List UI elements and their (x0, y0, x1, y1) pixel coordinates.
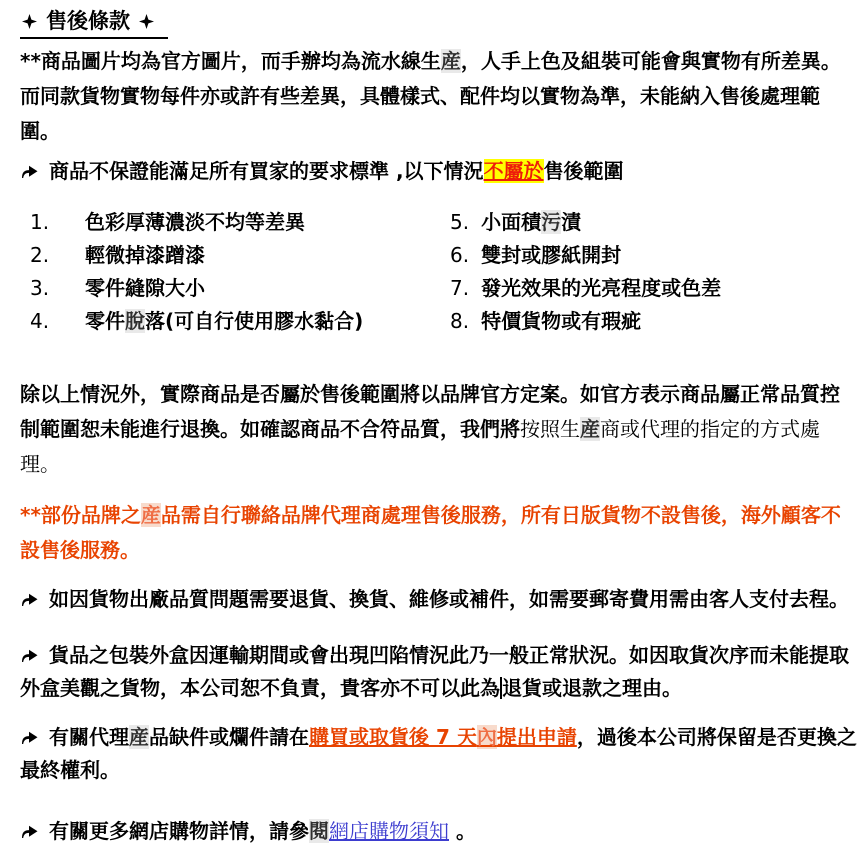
policy-text-alt-font: 按照生 (520, 417, 580, 441)
intro-text: 而同款貨物實物每件亦或許有些差異，具體樣式、配件均以實物為準，未能納入售後處理範圍。 (20, 84, 820, 143)
more-info-text: 。 (449, 819, 476, 843)
packaging-text: 外盒美觀之貨物，本公司恕不負責，貴客亦不可以此為 (20, 676, 500, 700)
list-item (450, 206, 858, 239)
fallback-glyph: 産 (440, 49, 461, 73)
packaging-paragraph (20, 639, 858, 705)
arrow-icon (20, 648, 39, 663)
claim-window-text: 提出申請 (496, 725, 577, 749)
intro-text: **商品圖片均為官方圖片，而手辦均為流水線生 (20, 49, 441, 73)
fallback-glyph: 污 (541, 210, 562, 234)
page-title (20, 8, 858, 39)
packaging-text: 退貨或退款之理由。 (502, 676, 682, 700)
returns-shipping-line (20, 586, 858, 613)
policy-text: 制範圍恕未能進行退換。如確認商品不合符品質，我們將 (20, 417, 520, 441)
brand-notice-paragraph (20, 498, 858, 568)
list-item-number: 4. (30, 309, 50, 333)
fallback-glyph: 産 (580, 417, 600, 441)
store-shopping-guide-link[interactable]: 網店購物須知 (329, 819, 449, 843)
list-item-number: 5. (450, 210, 470, 234)
title-underline-group (20, 8, 168, 39)
list-item-number: 7. (450, 276, 470, 300)
list-item-text: 落(可自行使用膠水黏合) (145, 309, 364, 333)
list-item-text: 漬 (561, 210, 582, 234)
fallback-glyph: 閱 (309, 819, 329, 843)
exclusion-list (20, 206, 858, 338)
list-item (450, 305, 858, 338)
list-item (30, 272, 450, 305)
list-item-text: 零件 (85, 309, 125, 333)
highlighted-not-covered: 不屬於 (483, 159, 544, 183)
list-item-text: 發光效果的光亮程度或色差 (481, 276, 722, 300)
four-pointed-star-icon (22, 14, 37, 29)
list-item (450, 239, 858, 272)
claim-window-emphasis (309, 725, 577, 749)
defects-text: 最終權利。 (20, 758, 120, 782)
arrow-icon (20, 164, 39, 179)
notice-text: 商品不保證能滿足所有買家的要求標準 ,以下情況 (49, 159, 484, 183)
arrow-icon (20, 592, 39, 607)
exclusion-list-right-column (450, 206, 858, 338)
four-pointed-star-icon (139, 14, 154, 29)
arrow-icon (20, 824, 39, 839)
defects-text: ，過後本公司將保留是否更換之 (576, 725, 857, 749)
list-item (30, 305, 450, 338)
list-item-number: 8. (450, 309, 470, 333)
more-info-line (20, 818, 858, 845)
returns-text: 如因貨物出廠品質問題需要退貨、換貨、維修或補件，如需要郵寄費用需由客人支付去程。 (49, 587, 849, 611)
list-item-text: 特價貨物或有瑕疵 (481, 309, 642, 333)
list-item (30, 206, 450, 239)
list-item-text: 雙封或膠紙開封 (481, 243, 622, 267)
policy-paragraph (20, 377, 858, 482)
defect-claim-paragraph (20, 721, 858, 787)
notice-text: 售後範圍 (543, 159, 624, 183)
list-item-text: 色彩厚薄濃淡不均等差異 (85, 210, 305, 234)
brand-notice-text: 品需自行聯絡品牌代理商處理售後服務，所有日版貨物不設售後，海外顧客不 (160, 503, 841, 527)
intro-text: ，人手上色及組裝可能會與實物有所差異。 (460, 49, 841, 73)
list-item-number: 2. (30, 243, 50, 267)
fallback-glyph: 內 (476, 725, 497, 749)
fallback-glyph: 産 (140, 503, 161, 527)
list-item-number: 1. (30, 210, 50, 234)
fallback-glyph: 脫 (125, 309, 145, 333)
list-item-number: 6. (450, 243, 470, 267)
more-info-text: 有關更多網店購物詳情，請參 (49, 819, 309, 843)
brand-notice-text: 設售後服務。 (20, 538, 140, 562)
list-item-number: 3. (30, 276, 50, 300)
list-item-text: 輕微掉漆蹭漆 (85, 243, 205, 267)
defects-text: 品缺件或爛件請在 (149, 725, 309, 749)
defects-text: 有關代理 (49, 725, 129, 749)
policy-text-alt-font: 商或代理的指定的方式處理。 (20, 417, 820, 476)
fallback-glyph: 産 (129, 725, 149, 749)
policy-text: 除以上情況外，實際商品是否屬於售後範圍將以品牌官方定案。如官方表示商品屬正常品質控 (20, 382, 840, 406)
list-item (450, 272, 858, 305)
intro-paragraph (20, 44, 858, 149)
list-item-text: 小面積 (481, 210, 542, 234)
claim-window-text: 購買或取貨後 7 天 (309, 725, 477, 749)
arrow-icon (20, 730, 39, 745)
not-covered-notice (20, 158, 858, 185)
list-item (30, 239, 450, 272)
brand-notice-text: **部份品牌之 (20, 503, 141, 527)
title-text: 售後條款 (46, 9, 130, 33)
list-item-text: 零件縫隙大小 (85, 276, 205, 300)
packaging-text: 貨品之包裝外盒因運輸期間或會出現凹陷情況此乃一般正常狀況。如因取貨次序而未能提取 (49, 643, 849, 667)
exclusion-list-left-column (20, 206, 450, 338)
